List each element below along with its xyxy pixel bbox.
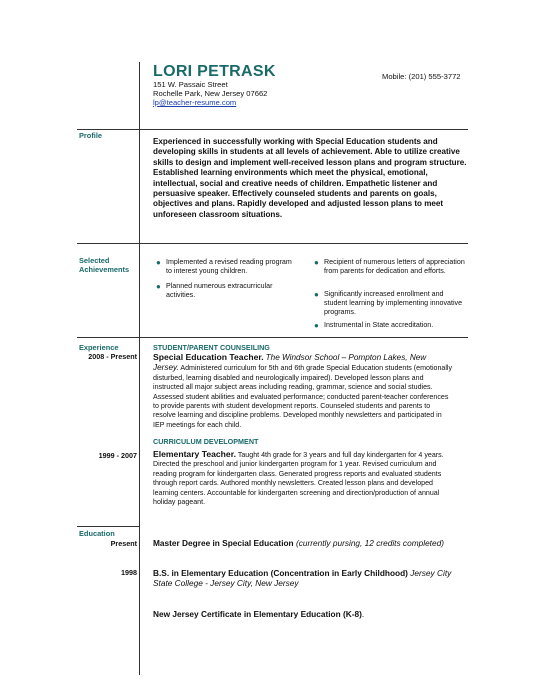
vertical-rule xyxy=(139,62,140,675)
degree-title: B.S. in Elementary Education (Concentration in Early Childhood) xyxy=(153,568,408,578)
job-title: Elementary Teacher xyxy=(153,449,234,459)
rule-education xyxy=(77,526,139,527)
job-title: Special Education Teacher xyxy=(153,352,262,362)
section-label-profile: Profile xyxy=(79,131,102,140)
profile-text: Experienced in successfully working with Special Education students and developing skills in students at all levels of achievement. Able to utilize creative skills to design and implement well-received lesson plans and program structure. Established learning environments which meet the physical, emotional, intellectual, social and creative needs of children. Empathetic listener and persuasive speaker. Effectively counseled students and parents on goals, objectives and plans. Rapidly developed and adjusted lesson plans to meet unforeseen classroom situations. xyxy=(153,137,467,219)
mobile-phone: Mobile: (201) 555-3772 xyxy=(382,72,461,81)
education-entry xyxy=(153,609,453,619)
education-date: Present xyxy=(110,539,137,548)
job-dates: 1999 - 2007 xyxy=(98,451,137,460)
degree-detail: Jersey City State College - Jersey City, New Jersey xyxy=(153,568,452,589)
bullet-icon: ● xyxy=(156,258,161,267)
achievement-text: Implemented a revised reading program to interest young children. xyxy=(166,258,292,276)
section-label-experience: Experience xyxy=(79,343,119,352)
email-link[interactable]: lp@teacher-resume.com xyxy=(153,98,237,107)
list-item xyxy=(156,282,298,300)
bullet-icon: ● xyxy=(314,258,319,267)
achievement-text: Planned numerous extracurricular activities. xyxy=(166,282,273,300)
section-label-education: Education xyxy=(79,529,115,538)
job-description: Taught 4th grade for 3 years and full day kindergarten for 4 years. Directed the preschool and junior kindergarten program for 1 year. Revised curriculum and reading program for kindergarten class. Generated progress reports and evaluated students through report cards. Authored monthly newsletters. Created lesson plans and developed learning centers. Accountable for kindergarten screening and direction/production of annual holiday pageant. xyxy=(153,451,444,507)
list-item xyxy=(314,258,466,276)
achievements-label-line2: Achievements xyxy=(79,265,130,274)
person-name: LORI PETRASK xyxy=(153,63,276,80)
job-category: STUDENT/PARENT COUNSEILING xyxy=(153,343,270,352)
education-entry xyxy=(153,538,453,548)
degree-title: New Jersey Certificate in Elementary Education (K-8) xyxy=(153,609,362,619)
bullet-icon: ● xyxy=(156,282,161,291)
bullet-icon: ● xyxy=(314,290,319,299)
list-item xyxy=(156,258,298,276)
job-place: The Windsor School – Pompton Lakes, New Jersey. xyxy=(153,353,427,373)
job-entry: Elementary Teacher. Taught 4th grade for 3 years and full day kindergarten for 4 years. Directed the preschool and junior kindergarten program for 1 year. Revised curriculum and reading program for kindergarten class. Generated progress reports and evaluated students through report cards. Authored monthly newsletters. Created lesson plans and developed learning centers. Accountable for kindergarten screening and direction/production of annual holiday pageant. xyxy=(153,449,444,507)
job-entry: Special Education Teacher. The Windsor School – Pompton Lakes, New Jersey. Administered curriculum for 5th and 6th grade Special Education students (emotionally disturbed, learning disabled and neurologically impaired). Developed lesson plans and instructed all major subject areas including reading, grammar, science and social studies. Assessed student abilities and evaluated performance; conducted parent-teacher conferences to provide parents with student development reports. Counseled students and parents to resolve learning and discipline problems. Developed monthly newsletters and participated in IEP meetings for each child. xyxy=(153,352,453,429)
list-item xyxy=(314,290,466,318)
job-category: CURRICULUM DEVELOPMENT xyxy=(153,437,259,446)
rule-achievements xyxy=(77,243,468,244)
bullet-icon: ● xyxy=(314,321,319,330)
degree-detail: . xyxy=(361,609,365,619)
achievement-text: Recipient of numerous letters of appreciation from parents for dedication and efforts. xyxy=(324,258,465,276)
achievements-label-line1: Selected xyxy=(79,256,110,265)
list-item xyxy=(314,321,466,330)
rule-profile xyxy=(77,129,468,130)
address-city: Rochelle Park, New Jersey 07662 xyxy=(153,89,268,98)
section-label-achievements xyxy=(79,256,129,274)
achievement-text: Significantly increased enrollment and student learning by implementing innovative programs. xyxy=(324,290,463,317)
rule-experience xyxy=(77,337,468,338)
job-dates: 2008 - Present xyxy=(88,352,137,361)
job-description: Administered curriculum for 5th and 6th grade Special Education students (emotionally disturbed, learning disabled and neurologically impaired). Developed lesson plans and instructed all major subject areas including reading, grammar, science and social studies. Assessed student abilities and evaluated performance; conducted parent-teacher conferences to provide parents with student development reports. Counseled students and parents to resolve learning and discipline problems. Developed monthly newsletters and participated in IEP meetings for each child. xyxy=(153,364,453,429)
degree-detail: (currently pursing, 12 credits completed) xyxy=(295,538,444,548)
education-entry xyxy=(153,568,453,589)
achievement-text: Instrumental in State accreditation. xyxy=(324,321,434,329)
degree-title: Master Degree in Special Education xyxy=(153,538,294,548)
education-date: 1998 xyxy=(121,568,137,577)
address-street: 151 W. Passaic Street xyxy=(153,80,228,89)
